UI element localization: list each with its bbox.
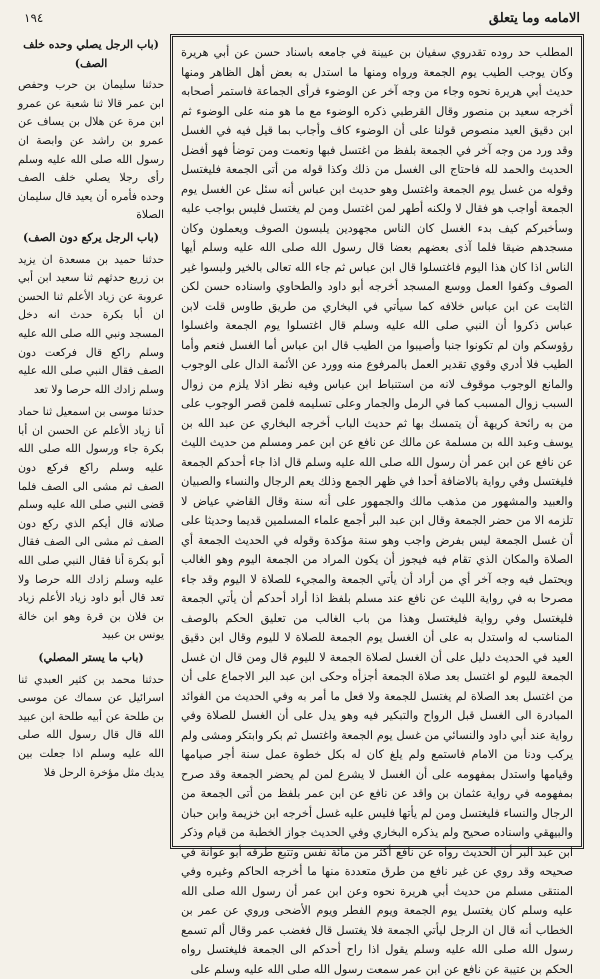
hadith-text: حدثنا سليمان بن حرب وحفص ابن عمر قالا ثنا شعبة عن عمرو ابن مرة عن هلال بن يساف عن عمرو بن راشد عن وابصة ان رسول الله صلى الله عليه وسلم رأى رجلا يصلي خلف الصف وحده فأمره أن يعيد قال سليمان الصلاة	[18, 78, 164, 222]
page-number: ١٩٤	[24, 11, 44, 25]
commentary-text: المطلب حد روده تقدروي سفيان بن عيينة في جامعه باسناد حسن عن أبي هريرة وكان يوجب الطيب يوم الجمعة ورواه ومنها ما استدل به بعض أهل الظاهر ومنها حديث أبي هريرة نحوه وجاء من وجه آخر عن الوضوء فرأى الجماعة فاستمر أصحابه أخرجه سعيد بن منصور وقال القرطبي ذكره الوضوء مع ما هو منه على الوضوء ثم ابن دقيق العيد منصوص قولنا على أن الوضوء كاف وأجاب بما قيل فيه في الغسل وقد ورد من وجه آخر في الجمعة بلفظ من اغتسل فبها ونعمت ومن توضأ فهو أفضل الحديث والحمد لله فاحتاج الى الغسل من ذلك وكذا قوله من أتى الجمعة فليغتسل وقوله من غسل يوم الجمعة واغتسل وهو حديث ابن عباس أنه سئل عن الغسل يوم الجمعة أواجب هو فقال لا ولكنه أطهر لمن اغتسل ومن لم يغتسل فليس بواجب عليه وسأخبركم كيف بدء الغسل كان الناس مجهودين يلبسون الصوف ويعملون وكان مسجدهم ضيقا فلما آذى بعضهم بعضا قال رسول الله صلى الله عليه وسلم أيها الناس اذا كان هذا اليوم فاغتسلوا قال ابن عباس ثم جاء الله تعالى بالخير ولبسوا غير الصوف وكفوا العمل ووسع المسجد أخرجه أبو داود والطحاوي واسناده حسن لكن الثابت عن ابن عباس خلافه كما سيأتي في البخاري من طريق طاوس قلت لابن عباس ذكروا أن النبي صلى الله عليه وسلم قال اغتسلوا يوم الجمعة واغسلوا رؤوسكم وان لم تكونوا جنبا وأصيبوا من الطيب قال ابن عباس أما الغسل فنعم وأما الطيب فلا أدري وقوي تقدير العمل بالمرفوع منه وورد عن الأئمة الدال على الوجوب والمانع الوجوب موقوف لانه من استنباط ابن عباس وفيه نظر اذلا يلزم من زوال السبب زوال المسبب كما في الرمل والجمار وعلى تسليمه فلمن قصر الوجوب على من به رائحة كريهة أن يتمسك بها ثم حديث الباب أخرجه البخاري عن عبد الله بن يوسف وعبد الله بن مسلمة عن مالك عن نافع عن ابن عمر ومسلم من حديث الليث عن نافع عن ابن عمر أن رسول الله صلى الله عليه وسلم قال اذا جاء أحدكم الجمعة فليغتسل وفي رواية بالاضافة أحدا في ظهر الجمع وذلك يعم الرجال والنساء والصبيان والعبيد والمشهور من مذهب مالك والجمهور على أنه سنة وقال القاضي عياض لا تلزمه الا من حضر الجمعة وقال ابن عبد البر أجمع علماء المسلمين قديما وحديثا على أن غسل الجمعة ليس بفرض واجب وهو سنة مؤكدة وقوله في الحديث الجمعة أي الصلاة والمكان الذي تقام فيه فيجوز أن يكون المراد من الجمعة اليوم وهو الغالب ويحتمل فيه وجه آخر أي من أراد أن يأتي الجمعة والمجيء للصلاة لا اليوم وقد جاء مصرحا به في رواية الليث عن نافع عند مسلم بلفظ اذا أراد أحدكم أن يأتي الجمعة فليغتسل وفي رواية فليغتسل وهذا من باب الغالب من تعليق الحكم بالوصف المناسب له واستدل به على أن الغسل يوم الجمعة للصلاة لا لليوم وقال ابن دقيق العيد في الحديث دليل على أن الغسل لصلاة الجمعة لا لليوم قال ومن قال ان غسل الجمعة لليوم لو اغتسل بعد صلاة الجمعة أجزأه وحكى ابن عبد البر الاجماع على أن من اغتسل بعد الصلاة لم يغتسل للجمعة ولا فعل ما أمر به وفي الحديث من الفوائد المبادرة الى الغسل قبل الرواح والتبكير فيه وهو يدل على أن الغسل للصلاة وفي رواية عند أبي داود والنسائي من غسل يوم الجمعة واغتسل ثم بكر وابتكر ومشى ولم يركب ودنا من الامام فاستمع ولم يلغ كان له بكل خطوة عمل سنة أجر صيامها وقيامها واستدل بمفهومه على أن الغسل لا يشرع لمن لم يحضر الجمعة وقد صرح بمفهومه في رواية عثمان بن واقد عن نافع عن ابن عمر بلفظ من أتى الجمعة من الرجال والنساء فليغتسل ومن لم يأتها فليس عليه غسل أخرجه ابن خزيمة وابن حبان والبيهقي واسناده صحيح ولم يذكره البخاري وفي الحديث جواز الخطبة من قيام وذكر ابن عبد البر أن الحديث رواه عن نافع أكثر من مائة نفس وتتبع طرقه أبو عوانة في صحيحه وقد روي عن غير نافع من طرق متعددة منها ما أخرجه الحاكم وغيره وفي المنتقى مسلم من حديث أبي هريرة نحوه وعن ابن عمر أن رسول الله صلى الله عليه وسلم كان يغتسل يوم الجمعة ويوم الفطر ويوم الأضحى وروي عن عمر بن الخطاب أنه قال ان الرجل ليأتي الجمعة فلا يغتسل قال فغضب عمر وقال ألم تسمع رسول الله صلى الله عليه وسلم يقول اذا راح أحدكم الى الجمعة فليغتسل رواه الحكم بن عتيبة عن نافع عن ابن عمر سمعت رسول الله صلى الله عليه وسلم على	[181, 46, 573, 976]
hadith-text: حدثنا محمد بن كثير العبدي ثنا اسرائيل عن سماك عن موسى بن طلحة عن أبيه طلحة ابن عبيد الله قال قال رسول الله صلى الله عليه وسلم اذا جعلت بين يديك مثل مؤخرة الرحل فلا	[18, 672, 164, 779]
running-title: الامامه وما يتعلق	[488, 10, 580, 26]
hadith-column	[18, 34, 164, 849]
hadith-text: حدثنا حميد بن مسعدة ان يزيد بن زريع حدثهم ثنا سعيد ابن أبي عروبة عن زياد الأعلم ثنا الحسن ان أبا بكرة حدث انه دخل المسجد ونبي الله صلى الله عليه وسلم راكع قال فركعت دون الصف فقال النبي صلى الله عليه وسلم زادك الله حرصا ولا تعد	[18, 252, 164, 396]
commentary-box	[170, 34, 584, 976]
chapter-heading: ( باب ما يستر المصلي )	[18, 649, 164, 668]
page-header	[24, 8, 580, 28]
chapter-heading: ( باب الرجل يركع دون الصف )	[18, 229, 164, 248]
hadith-text: حدثنا موسى بن اسمعيل ثنا حماد أنا زياد الأعلم عن الحسن ان أبا بكرة جاء ورسول الله صلى الله عليه وسلم راكع فركع دون الصف ثم مشى الى الصف فلما قضى النبي صلى الله عليه وسلم صلاته قال أيكم الذي ركع دون الصف ثم مشى الى الصف فقال أبو بكرة أنا فقال النبي صلى الله عليه وسلم زادك الله حرصا ولا تعد قال أبو داود زياد الأعلم زياد بن فلان بن قرة وهو ابن خالة يونس بن عبيد	[18, 405, 164, 642]
chapter-heading: ( باب الرجل يصلي وحده خلف الصف )	[18, 36, 164, 73]
